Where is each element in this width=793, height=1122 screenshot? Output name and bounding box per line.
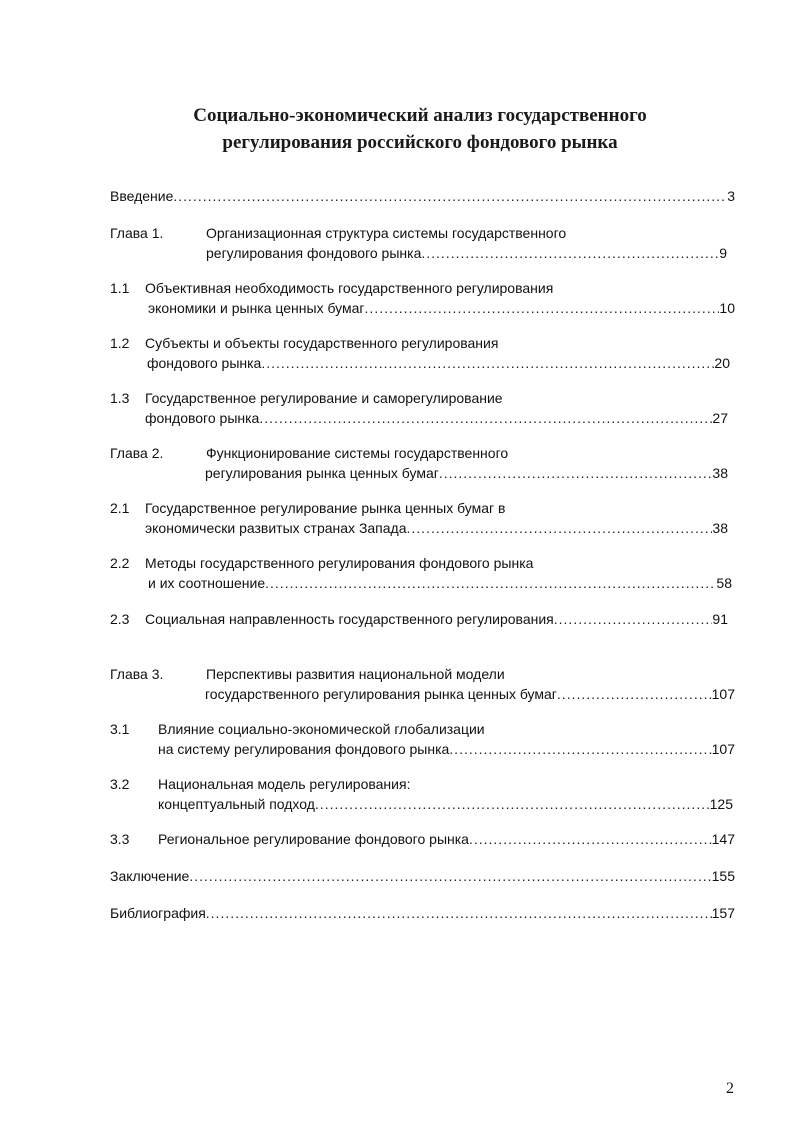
toc-page-number: 107 <box>711 741 735 757</box>
leader-dots <box>469 829 712 849</box>
toc-entry-text: Объективная необходимость государственного регулирования <box>145 280 554 296</box>
page-number: 2 <box>726 1080 734 1097</box>
toc-entry-section-3-2 <box>110 774 735 814</box>
toc-page-number: 38 <box>712 465 728 481</box>
toc-entry-text-cont: экономики и рынка ценных бумаг <box>148 300 365 316</box>
leader-dots <box>439 463 713 483</box>
toc-page-number: 147 <box>711 831 735 847</box>
leader-dots <box>261 353 714 373</box>
toc-page-number: 9 <box>719 245 727 261</box>
toc-entry-text: Организационная структура системы государственного <box>206 225 567 241</box>
leader-dots <box>407 518 713 538</box>
toc-entry-number: Глава 3. <box>110 666 164 682</box>
toc-entry-text: Заключение <box>110 868 190 884</box>
toc-page-number: 20 <box>714 355 730 371</box>
toc-entry-text-cont: и их соотношение <box>148 575 266 591</box>
toc-entry-text-cont: фондового рынка <box>147 355 262 371</box>
toc-entry-text: Государственное регулирование рынка ценных бумаг в <box>145 500 506 516</box>
toc-entry-text: Региональное регулирование фондового рынка <box>158 831 469 847</box>
title-line-1: Социально-экономический анализ государственного <box>193 105 647 126</box>
toc-page-number: 58 <box>716 575 732 591</box>
toc-page-number: 27 <box>712 410 728 426</box>
toc-entry-number: 1.1 <box>110 280 130 296</box>
toc-entry-section-2-3 <box>110 609 735 629</box>
toc-entry-section-2-1 <box>110 498 735 538</box>
toc-entry-chapter-1 <box>110 223 735 263</box>
toc-page-number: 3 <box>727 188 735 204</box>
leader-dots <box>265 573 716 593</box>
toc-entry-number: 1.2 <box>110 335 130 351</box>
toc-page-number: 157 <box>711 905 735 921</box>
toc-entry-text-cont: на систему регулирования фондового рынка <box>158 741 450 757</box>
leader-dots <box>206 903 712 923</box>
toc-page-number: 107 <box>711 686 735 702</box>
leader-dots <box>421 243 719 263</box>
toc-entry-number: 3.3 <box>110 831 130 847</box>
toc-entry-text: Перспективы развития национальной модели <box>206 666 505 682</box>
toc-entry-section-3-3 <box>110 829 735 849</box>
toc-entry-text: Методы государственного регулирования фондового рынка <box>145 555 534 571</box>
toc-entry-section-1-3 <box>110 388 735 428</box>
toc-entry-section-1-1 <box>110 278 735 318</box>
toc-entry-chapter-3 <box>110 664 735 704</box>
toc-entry-conclusion <box>110 866 735 886</box>
toc-entry-number: 1.3 <box>110 390 130 406</box>
toc-entry-number: 3.2 <box>110 776 130 792</box>
toc-entry-text: Библиография <box>110 905 206 921</box>
leader-dots <box>449 739 711 759</box>
toc-entry-text-cont: экономически развитых странах Запада <box>145 520 407 536</box>
toc-entry-text: Субъекты и объекты государственного регулирования <box>145 335 499 351</box>
toc-entry-text: Государственное регулирование и саморегулирование <box>145 390 503 406</box>
toc-page-number: 125 <box>709 796 733 812</box>
toc-entry-section-3-1 <box>110 719 735 759</box>
toc-entry-text: Функционирование системы государственного <box>206 445 509 461</box>
toc-entry-number: 2.2 <box>110 555 130 571</box>
toc-entry-intro <box>110 186 735 206</box>
toc-entry-number: Глава 1. <box>110 225 164 241</box>
toc-page-number: 91 <box>712 611 728 627</box>
toc-entry-number: 2.3 <box>110 611 130 627</box>
toc-entry-number: 2.1 <box>110 500 130 516</box>
toc-entry-text-cont: регулирования фондового рынка <box>206 245 422 261</box>
toc-entry-chapter-2 <box>110 443 735 483</box>
toc-entry-text: Введение <box>110 188 174 204</box>
leader-dots <box>554 609 713 629</box>
toc-page-number: 38 <box>712 520 728 536</box>
leader-dots <box>259 408 712 428</box>
leader-dots <box>365 298 720 318</box>
toc-page-number: 10 <box>719 300 735 316</box>
toc-entry-number: Глава 2. <box>110 445 164 461</box>
toc-entry-text-cont: концептуальный подход <box>158 796 315 812</box>
toc-entry-number: 3.1 <box>110 721 130 737</box>
leader-dots <box>173 186 727 206</box>
toc-entry-text-cont: государственного регулирования рынка ценных бумаг <box>205 686 557 702</box>
toc-entry-bibliography <box>110 903 735 923</box>
toc-entry-text: Национальная модель регулирования: <box>158 776 411 792</box>
toc-entry-text: Влияние социально-экономической глобализации <box>158 721 485 737</box>
toc-entry-section-1-2 <box>110 333 735 373</box>
toc-entry-text-cont: регулирования рынка ценных бумаг <box>205 465 439 481</box>
toc-entry-section-2-2 <box>110 553 735 593</box>
toc-page-number: 155 <box>711 868 735 884</box>
toc-entry-text: Социальная направленность государственного регулирования <box>145 611 554 627</box>
leader-dots <box>557 684 712 704</box>
title-line-2: регулирования российского фондового рынка <box>222 132 618 153</box>
leader-dots <box>315 794 710 814</box>
toc-entry-text-cont: фондового рынка <box>145 410 260 426</box>
leader-dots <box>189 866 711 886</box>
